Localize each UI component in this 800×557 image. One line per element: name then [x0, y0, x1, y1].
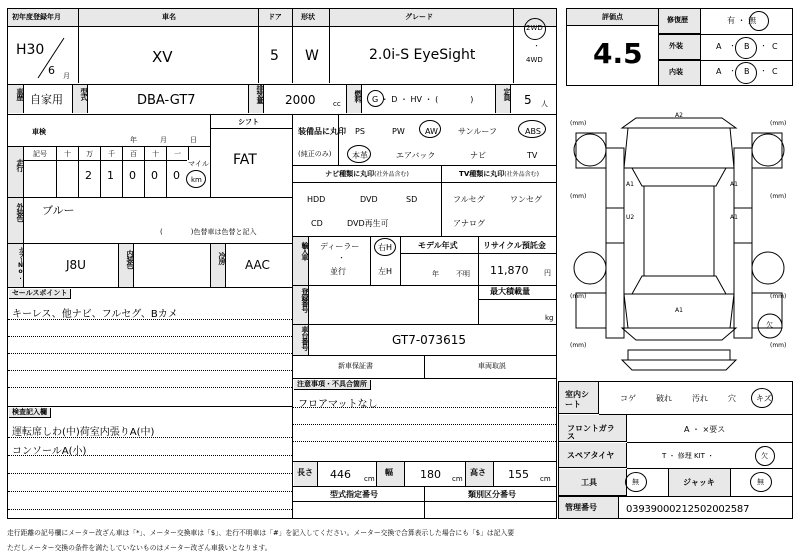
shape-value: W — [305, 48, 319, 64]
tv-label-text: TV種類に丸印 — [459, 170, 505, 178]
mgmt-label: 管理番号 — [559, 497, 619, 518]
mgmt-value: 03939000212502002587 — [626, 504, 750, 515]
equipment-circle — [347, 145, 371, 163]
color-no-label: カラーNo. — [8, 244, 23, 287]
shift-label: シフト — [238, 118, 259, 126]
drive-2wd: 2WD — [526, 24, 543, 32]
inspection-month: 月 — [160, 136, 167, 144]
int-label: 内装 — [659, 61, 701, 85]
month-value: 6 — [48, 64, 55, 77]
ac-label: 冷房 — [211, 244, 225, 287]
capacity-value: 5 — [524, 93, 532, 107]
score-value: 4.5 — [593, 37, 643, 70]
notes-value: フロアマットなし — [298, 399, 378, 410]
mileage-digit-label: 千 — [108, 150, 115, 158]
inspection-day: 日 — [190, 136, 197, 144]
grade-dot: ・ — [760, 67, 767, 75]
model-year-unknown: 不明 — [456, 270, 470, 278]
equipment-circle — [419, 120, 441, 138]
model-label: 型式 — [73, 85, 87, 113]
equipment-item: エアバック — [396, 151, 436, 160]
mileage-digit-label: 百 — [130, 150, 137, 158]
missing-mark: 欠 — [766, 321, 773, 329]
max-load-unit: kg — [545, 314, 554, 322]
displacement-unit: cc — [333, 100, 341, 108]
tv-option: ワンセグ — [510, 195, 542, 204]
chassis-value: GT7-073615 — [392, 333, 466, 347]
ext-label: 外装 — [659, 35, 701, 60]
navi-option: HDD — [307, 195, 326, 204]
grade-dot: ・ — [729, 42, 736, 50]
damage-mark: A1 — [730, 181, 738, 188]
inspection-year: 年 — [130, 136, 137, 144]
fuel-label: 燃料 — [347, 85, 361, 113]
seat-option: 破れ — [656, 394, 672, 403]
equipment-sub: (純正のみ) — [298, 150, 332, 158]
length-unit: cm — [364, 475, 375, 483]
navi-option: SD — [406, 195, 418, 204]
navi-option: CD — [311, 219, 323, 228]
spare-value: T ・ 修理 KIT ・ — [662, 452, 715, 460]
width-label: 幅 — [377, 462, 405, 486]
grade-option: A — [716, 67, 722, 76]
bottom-bumper — [622, 360, 736, 370]
import-dot: ・ — [338, 254, 345, 262]
length-value: 446 — [330, 468, 351, 481]
color-value: ブルー — [42, 204, 75, 217]
drive-dot: ・ — [533, 42, 540, 50]
car-windshield — [632, 168, 726, 186]
equipment-item: ABS — [525, 127, 541, 136]
parallel: 並行 — [330, 267, 346, 276]
notes-label: 注意事項・不具合箇所 — [294, 380, 371, 390]
model-year-label: モデル年式 — [418, 241, 458, 250]
year-value: H30 — [16, 42, 45, 58]
equipment-item: ナビ — [470, 151, 486, 160]
right-hand: 右H — [378, 243, 393, 252]
grade-value: 2.0i-S EyeSight — [369, 47, 476, 63]
seat-scratch-circle — [751, 388, 773, 408]
wheel-rl — [574, 252, 606, 284]
use-label: 車歴 — [8, 85, 23, 113]
import-label: 輸入車 — [293, 237, 308, 285]
height-value: 155 — [508, 468, 529, 481]
navi-label-text: ナビ種類に丸印 — [325, 170, 375, 178]
use-value: 自家用 — [30, 93, 63, 106]
repair-value: 有 ・ 無 — [727, 16, 757, 25]
recycle-unit: 円 — [544, 269, 551, 277]
mileage-unit-km: km — [191, 176, 202, 184]
mm-mark: (mm) — [770, 293, 787, 300]
mm-mark: (mm) — [570, 120, 587, 127]
dealer: ディーラー — [320, 242, 360, 251]
navi-option: DVD再生可 — [347, 219, 389, 228]
sales-point-label: セールスポイント — [9, 289, 71, 299]
navi-option: DVD — [360, 195, 378, 204]
repair-label: 修復歴 — [659, 9, 701, 34]
mm-mark: (mm) — [770, 193, 787, 200]
car-roof — [644, 186, 714, 276]
sales-point-value: キーレス、他ナビ、フルセグ、Bカメ — [12, 309, 178, 320]
manual-label: 車両取説 — [478, 362, 506, 370]
equipment-circle — [518, 120, 546, 138]
left-hand: 左H — [378, 267, 393, 276]
mm-mark: (mm) — [770, 342, 787, 349]
mm-mark: (mm) — [570, 193, 587, 200]
tv-label — [442, 166, 556, 183]
chassis-label: 車台番号 — [293, 325, 308, 355]
repair-none-circle — [749, 11, 769, 31]
color-note: ( )色替車は色替と記入 — [160, 228, 257, 236]
windshield-label: フロントガラス — [559, 415, 627, 442]
seat-option: 穴 — [728, 394, 736, 403]
equipment-item: AW — [425, 127, 438, 136]
equipment-item: 本革 — [352, 151, 368, 160]
car-rear-bumper — [622, 328, 736, 340]
type-no-label: 型式指定番号 — [330, 490, 378, 499]
spare-label: スペアタイヤ — [559, 443, 627, 468]
drive-4wd: 4WD — [526, 56, 543, 64]
car-name-label: 車名 — [162, 13, 176, 21]
car-hood — [624, 128, 734, 168]
car-name-value: XV — [152, 48, 173, 66]
width-value: 180 — [420, 468, 441, 481]
wheel-rr — [752, 252, 784, 284]
spare-missing: 欠 — [761, 452, 768, 460]
mileage-digit: 0 — [151, 169, 158, 182]
damage-mark: A1 — [626, 181, 634, 188]
year-label: 初年度登録年月 — [12, 13, 61, 21]
tools-none: 無 — [632, 478, 639, 486]
tools-label: 工具 — [559, 469, 627, 496]
displacement-label: 排気量 — [249, 85, 263, 113]
jack-none: 無 — [757, 478, 764, 486]
equipment-label: 装備品に丸印 — [298, 127, 346, 136]
grade-option: B — [744, 67, 750, 76]
max-load-label: 最大積載量 — [490, 287, 530, 296]
ac-value: AAC — [245, 258, 270, 272]
seat-option: コゲ — [620, 394, 636, 403]
equipment-item: TV — [527, 151, 538, 160]
footer-line2: ただしメーター交換の条件を満たしていないものはメーター改ざん車扱いとなります。 — [7, 544, 272, 552]
grade-option: C — [772, 42, 778, 51]
interior-color-label: 内装色 — [119, 244, 133, 287]
displacement-value: 2000 — [285, 93, 316, 107]
doors-value: 5 — [270, 48, 279, 64]
month-unit: 月 — [63, 72, 70, 80]
navi-sub: (社外品含む) — [374, 171, 409, 178]
mileage-digit: 0 — [129, 169, 136, 182]
inspector-line1: 運転席しわ(中)荷室内張りA(中) — [12, 427, 155, 438]
mileage-digit-label: 十 — [152, 150, 159, 158]
color-no-value: J8U — [66, 258, 86, 272]
grade-label: グレード — [405, 13, 433, 21]
ext-b-circle — [735, 37, 757, 59]
mm-mark: (mm) — [570, 342, 587, 349]
mm-mark: (mm) — [570, 293, 587, 300]
recycle-label: リサイクル預託金 — [483, 241, 546, 250]
car-front-bumper — [622, 118, 736, 128]
damage-mark: A1 — [730, 214, 738, 221]
grade-dot: ・ — [760, 42, 767, 50]
header-label-row — [8, 9, 556, 27]
mileage-digit: 0 — [173, 169, 180, 182]
wheel-fl — [574, 134, 606, 166]
footer-line1: 走行距離の記号欄にメーター改ざん車は「*」、メーター交換車は「$」、走行不明車は「#」を記入してください。メーター交換で合算表示した場合にも「$」は記入要 — [7, 529, 515, 537]
damage-mark: U2 — [626, 214, 635, 221]
mileage-unit-mile: マイル — [188, 160, 209, 168]
grade-option: A — [716, 42, 722, 51]
mileage-digit: 2 — [85, 169, 92, 182]
score-label: 評価点 — [567, 9, 658, 26]
grade-option: B — [744, 42, 750, 51]
model-year-unit: 年 — [432, 270, 439, 278]
damage-mark: A1 — [675, 307, 683, 314]
door-label: ドア — [268, 13, 282, 21]
windshield-value: A ・ ×要ス — [684, 425, 726, 434]
tv-option: アナログ — [453, 219, 485, 228]
shape-label: 形状 — [301, 13, 315, 21]
tv-sub: (社外品含む) — [504, 171, 539, 178]
mileage-digit-label: 一 — [174, 150, 181, 158]
reg-no-label: 登録番号 — [293, 286, 308, 324]
class-no-label: 類別区分番号 — [468, 490, 516, 499]
mm-mark: (mm) — [770, 120, 787, 127]
jack-label: ジャッキ — [669, 469, 731, 496]
inspection-label: 車検 — [32, 128, 46, 136]
seat-option: キズ — [756, 394, 772, 403]
equipment-item: PS — [355, 127, 365, 136]
int-b-circle — [735, 62, 757, 84]
mileage-digit: 1 — [107, 169, 114, 182]
equipment-item: PW — [392, 127, 405, 136]
model-value: DBA-GT7 — [137, 93, 196, 108]
capacity-unit: 人 — [541, 100, 548, 108]
grade-option: C — [772, 67, 778, 76]
wheel-fr — [752, 134, 784, 166]
equipment-item: サンルーフ — [458, 127, 497, 136]
car-diagram — [566, 108, 793, 380]
grade-dot: ・ — [729, 67, 736, 75]
height-label: 高さ — [466, 462, 494, 486]
color-label: 外装色 — [8, 198, 23, 243]
mileage-digit-label: 万 — [86, 150, 93, 158]
seat-option: 汚れ — [692, 394, 708, 403]
inspector-label: 検査記入欄 — [9, 408, 51, 418]
fuel-options: G ・ D ・ HV ・ ( ) — [372, 95, 474, 104]
mileage-label: 走行 — [8, 147, 23, 197]
capacity-label: 定員 — [496, 85, 510, 113]
warranty-label: 新車保証書 — [338, 362, 373, 370]
seat-label: 室内シート — [559, 382, 599, 414]
tv-option: フルセグ — [453, 195, 485, 204]
width-unit: cm — [452, 475, 463, 483]
recycle-value: 11,870 — [490, 264, 529, 277]
damage-mark: A2 — [675, 112, 683, 119]
shift-value: FAT — [233, 152, 257, 168]
bottom-sill — [628, 350, 730, 360]
mileage-record-label: 記号 — [33, 150, 47, 158]
length-label: 長さ — [294, 462, 318, 486]
height-unit: cm — [540, 475, 551, 483]
inspector-line2: コンソールA(小) — [12, 446, 87, 457]
navi-label — [293, 166, 441, 183]
car-rear-window — [632, 276, 726, 294]
mileage-digit-label: 十 — [64, 150, 71, 158]
